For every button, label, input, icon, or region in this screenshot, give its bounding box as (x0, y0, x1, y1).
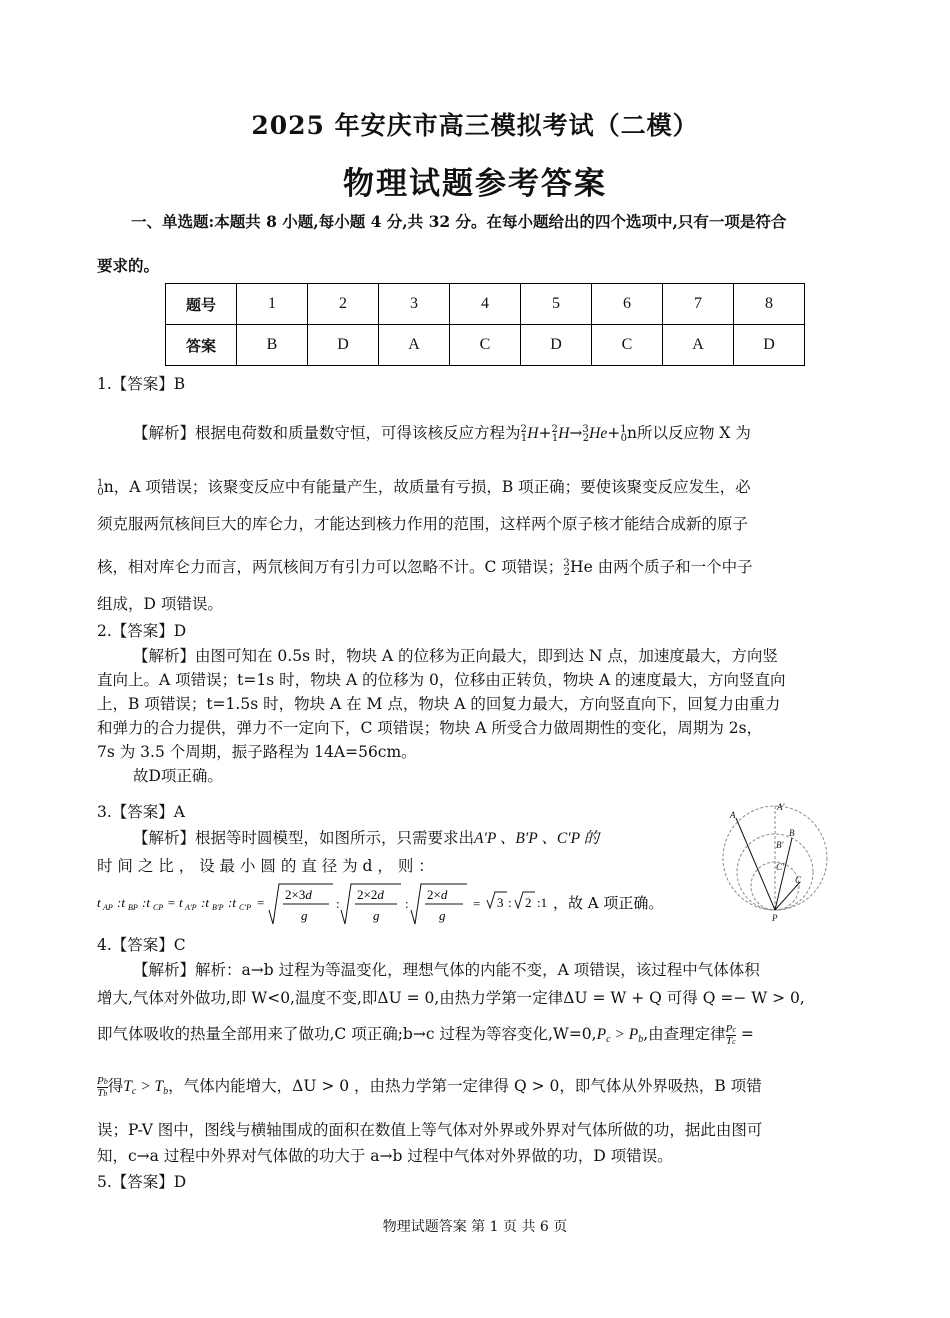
svg-text:g: g (439, 908, 446, 923)
svg-text::t: :t (142, 895, 150, 910)
exam-title: 2025 年安庆市高三模拟考试（二模） (251, 111, 699, 140)
q3-formula-line (97, 880, 717, 930)
section-heading (97, 200, 857, 288)
q3-formula-tail: ，故 A 项正确。 (553, 894, 664, 912)
q4-answer-label: 4.【答案】C (97, 936, 186, 954)
table-cell: 8 (734, 284, 805, 325)
svg-text:A′P: A′P (185, 903, 197, 912)
fig-label-p: P (772, 913, 778, 923)
q1-intro-tail: 所以反应物 X 为 (636, 424, 751, 442)
table-cell: B (237, 325, 308, 366)
q1-line-5: 组成，D 项错误。 (97, 595, 223, 613)
svg-text:CP: CP (153, 903, 164, 912)
table-cell: 5 (521, 284, 592, 325)
svg-text:BP: BP (128, 903, 138, 912)
table-cell: A (663, 325, 734, 366)
equal-time-circle-figure (720, 800, 835, 929)
section-line-2: 要求的。 (97, 256, 160, 275)
q2-body: 【解析】由图可知在 0.5s 时，物块 A 的位移为正向最大，即到达 N 点，加速度最大，方向竖 直向上。A 项错误；t=1s 时，物块 A 的位移为 0，位移由正转负，物块 A 的速度最大，方向竖直向 上，B 项错误；t=1.5s 时，物块 A 在 M 点，物块 A 的回复力最大，方向竖直向下，回复力由重力 和弹力的合力提供，弹力不一定向下，C 项错误；物块 A 所受合力做周期性的变化，周期为 2s， 7s 为 3.5 个周期，振子路程为 14A=56cm。 故D项正确。 (97, 647, 786, 785)
table-cell: D (521, 325, 592, 366)
svg-text:t: t (97, 895, 101, 910)
q4-line-2: 增大,气体对外做功,即 W<0,温度不变,即ΔU = 0,由热力学第一定律ΔU = W + Q 可得 Q =− W > 0, (97, 989, 805, 1007)
svg-text:C′P: C′P (239, 903, 251, 912)
fig-label-c-prime: C′ (776, 862, 784, 872)
row-label-answer: 答案 (166, 325, 237, 366)
svg-text:AP: AP (103, 903, 113, 912)
row-label-number: 题号 (166, 284, 237, 325)
svg-text:=: = (257, 895, 265, 910)
table-cell: D (308, 325, 379, 366)
fig-label-a-prime: A′ (777, 802, 785, 812)
q3-line-2: 时 间 之 比 ， 设 最 小 圆 的 直 径 为 d ， 则 ： (97, 857, 434, 875)
table-cell: 7 (663, 284, 734, 325)
svg-text::t: :t (117, 895, 125, 910)
table-cell: 3 (379, 284, 450, 325)
q1-line-1 (97, 418, 857, 451)
svg-text:2×2d: 2×2d (357, 887, 384, 902)
circle-diagram (720, 800, 835, 925)
nuclear-equation: $^2_1$H+$^2_1$H→$^3_2$He+$^1_0$n (520, 424, 637, 444)
q2-answer-label: 2.【答案】D (97, 622, 187, 640)
svg-text:2×d: 2×d (427, 887, 448, 902)
svg-text:=: = (473, 896, 481, 911)
q1-line-4: 核，相对库仑力而言，两氘核间万有引力可以忽略不计。C 项错误；$^3_2$He 由两个质子和一个中子 (97, 558, 753, 578)
time-ratio-formula (97, 880, 717, 930)
q4-line-3: 即气体吸收的热量全部用来了做功,C 项正确;b→c 过程为等容变化$,W=0,P_c > P_b$,由查理定律 $\frac{Pc}{Tc}$ = (97, 1022, 754, 1047)
svg-text:= t: = t (167, 895, 183, 910)
table-cell: 1 (237, 284, 308, 325)
section-line-1: 一、单选题:本题共 8 小题,每小题 4 分,共 32 分。在每小题给出的四个选项中,只有一项是符合 (131, 212, 787, 231)
svg-text::: : (508, 895, 512, 910)
q1-intro: 【解析】根据电荷数和质量数守恒，可得该核反应方程为 (133, 424, 521, 442)
subject-title: 物理试题参考答案 (343, 166, 607, 202)
svg-text::: : (336, 896, 340, 911)
q4-line-5: 误；P-V 图中，图线与横轴围成的面积在数值上等气体对外界或外界对气体所做的功，据此由图可 (97, 1121, 763, 1139)
table-cell: 6 (592, 284, 663, 325)
svg-text:2×3d: 2×3d (285, 887, 312, 902)
fig-label-b-prime: B′ (776, 840, 784, 850)
table-cell: 2 (308, 284, 379, 325)
q3-answer-label: 3.【答案】A (97, 803, 185, 821)
table-cell: D (734, 325, 805, 366)
fig-label-a: A (730, 810, 736, 820)
svg-text::t: :t (228, 895, 236, 910)
svg-text:2: 2 (525, 895, 532, 910)
q1-line-3: 须克服两氘核间巨大的库仑力，才能达到核力作用的范围，这样两个原子核才能结合成新的原子 (97, 515, 749, 533)
page-footer: 物理试题答案 第 1 页 共 6 页 (382, 1219, 568, 1235)
table-cell: 4 (450, 284, 521, 325)
q5-answer-label: 5.【答案】D (97, 1173, 187, 1191)
table-cell: C (592, 325, 663, 366)
svg-text::: : (405, 896, 409, 911)
table-row (166, 325, 805, 366)
fig-label-b: B (789, 828, 795, 838)
svg-text::1: :1 (537, 895, 548, 910)
svg-text:3: 3 (497, 895, 504, 910)
q4-line-4: $\frac{Pb}{Tb}$ 得$T_c > T_b$，气体内能增大，ΔU > 0 ，由热力学第一定律得 Q > 0，即气体从外界吸热，B 项错 (97, 1074, 762, 1099)
table-cell: C (450, 325, 521, 366)
svg-text:B′P: B′P (212, 903, 224, 912)
answer-table (165, 283, 805, 366)
table-row (166, 284, 805, 325)
q1-line-2: $^1_0$n，A 项错误；该聚变反应中有能量产生，故质量有亏损，B 项正确；要使该聚变反应发生，必 (97, 478, 751, 498)
svg-text:g: g (301, 908, 308, 923)
q4-line-6: 知，c→a 过程中外界对气体做的功大于 a→b 过程中气体对外界做的功，D 项错误。 (97, 1147, 673, 1165)
q4-line-1: 【解析】解析：a→b 过程为等温变化，理想气体的内能不变，A 项错误，该过程中气体体积 (133, 961, 760, 979)
svg-text:g: g (373, 908, 380, 923)
fig-label-c: C (795, 875, 802, 885)
q3-line-1: 【解析】根据等时圆模型，如图所示，只需要求出A′P 、B′P 、C′P 的 (133, 829, 600, 847)
q1-answer-label: 1.【答案】B (97, 375, 186, 393)
table-cell: A (379, 325, 450, 366)
svg-text::t: :t (201, 895, 209, 910)
